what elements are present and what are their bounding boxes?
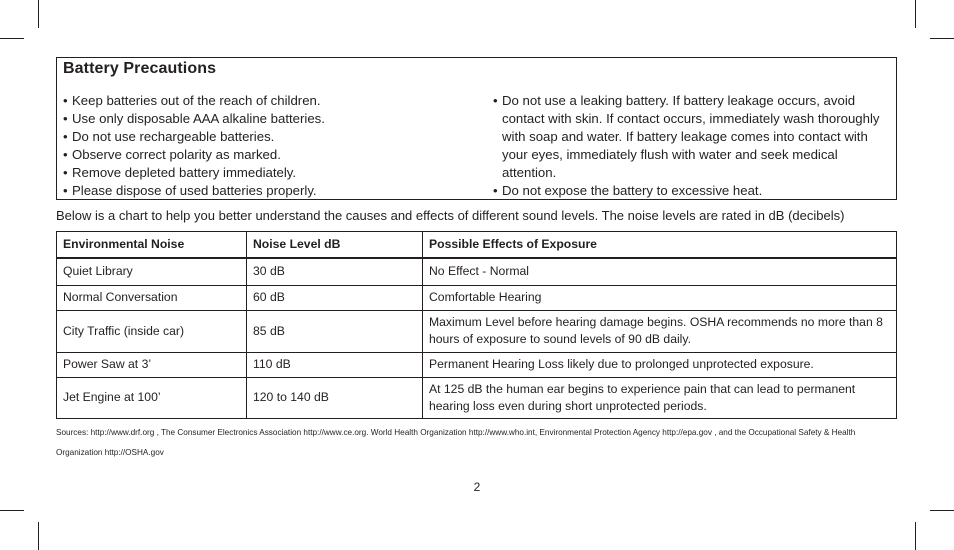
crop-mark — [0, 38, 24, 39]
precaution-item: • Please dispose of used batteries properly. — [63, 183, 317, 198]
precaution-item: • Remove depleted battery immediately. — [63, 165, 297, 180]
precautions-right-column — [493, 92, 895, 200]
table-row — [57, 377, 897, 418]
noise-source-cell: City Traffic (inside car) — [57, 310, 247, 352]
effect-cell: Maximum Level before hearing damage begins. OSHA recommends no more than 8 hours of exposure to sound levels of 90 dB daily. — [423, 310, 897, 352]
crop-mark — [930, 510, 954, 511]
precautions-left-column — [63, 92, 473, 200]
effect-cell: At 125 dB the human ear begins to experience pain that can lead to permanent hearing loss even during short unprotected periods. — [423, 377, 897, 418]
noise-level-table — [56, 231, 897, 419]
precautions-title: Battery Precautions — [63, 60, 217, 77]
column-header-effects: Possible Effects of Exposure — [423, 232, 897, 259]
column-header-environmental-noise: Environmental Noise — [57, 232, 247, 259]
precaution-item: • Do not use a leaking battery. If battery leakage occurs, avoid contact with skin. If contact occurs, immediately wash thoroughly with soap and water. If battery leakage comes into contact with your eyes, immediately flush with water and seek medical attention. — [493, 93, 880, 180]
table-row — [57, 310, 897, 352]
precaution-item: • Keep batteries out of the reach of children. — [63, 93, 321, 108]
crop-mark — [38, 522, 39, 550]
noise-level-cell: 85 dB — [247, 310, 423, 352]
effect-cell: No Effect - Normal — [423, 258, 897, 285]
table-header-row — [57, 232, 897, 259]
battery-precautions-box — [56, 57, 897, 200]
noise-source-cell: Power Saw at 3’ — [57, 352, 247, 377]
noise-level-cell: 120 to 140 dB — [247, 377, 423, 418]
chart-intro-text: Below is a chart to help you better understand the causes and effects of different sound levels. The noise levels are rated in dB (decibels) — [56, 208, 845, 223]
table-row — [57, 258, 897, 285]
noise-level-cell: 60 dB — [247, 285, 423, 310]
table-row — [57, 352, 897, 377]
noise-source-cell: Quiet Library — [57, 258, 247, 285]
crop-mark — [38, 0, 39, 28]
effect-cell: Permanent Hearing Loss likely due to prolonged unprotected exposure. — [423, 352, 897, 377]
crop-mark — [0, 510, 24, 511]
effect-cell: Comfortable Hearing — [423, 285, 897, 310]
sources-footnote: Sources: http://www.drf.org , The Consumer Electronics Association http://www.ce.org. World Health Organization http://www.who.int, Environmental Protection Agency http://epa.gov , and the Occupational Safety & Health Organization http://OSHA.gov — [56, 428, 856, 457]
crop-mark — [930, 38, 954, 39]
precaution-item: • Do not expose the battery to excessive heat. — [493, 183, 763, 198]
column-header-noise-level: Noise Level dB — [247, 232, 423, 259]
noise-source-cell: Jet Engine at 100’ — [57, 377, 247, 418]
precaution-item: • Do not use rechargeable batteries. — [63, 129, 275, 144]
precaution-item: • Use only disposable AAA alkaline batteries. — [63, 111, 325, 126]
table-row — [57, 285, 897, 310]
noise-source-cell: Normal Conversation — [57, 285, 247, 310]
crop-mark — [915, 0, 916, 28]
precaution-item: • Observe correct polarity as marked. — [63, 147, 281, 162]
crop-mark — [915, 522, 916, 550]
noise-level-cell: 110 dB — [247, 352, 423, 377]
noise-level-cell: 30 dB — [247, 258, 423, 285]
page-number: 2 — [473, 480, 481, 494]
